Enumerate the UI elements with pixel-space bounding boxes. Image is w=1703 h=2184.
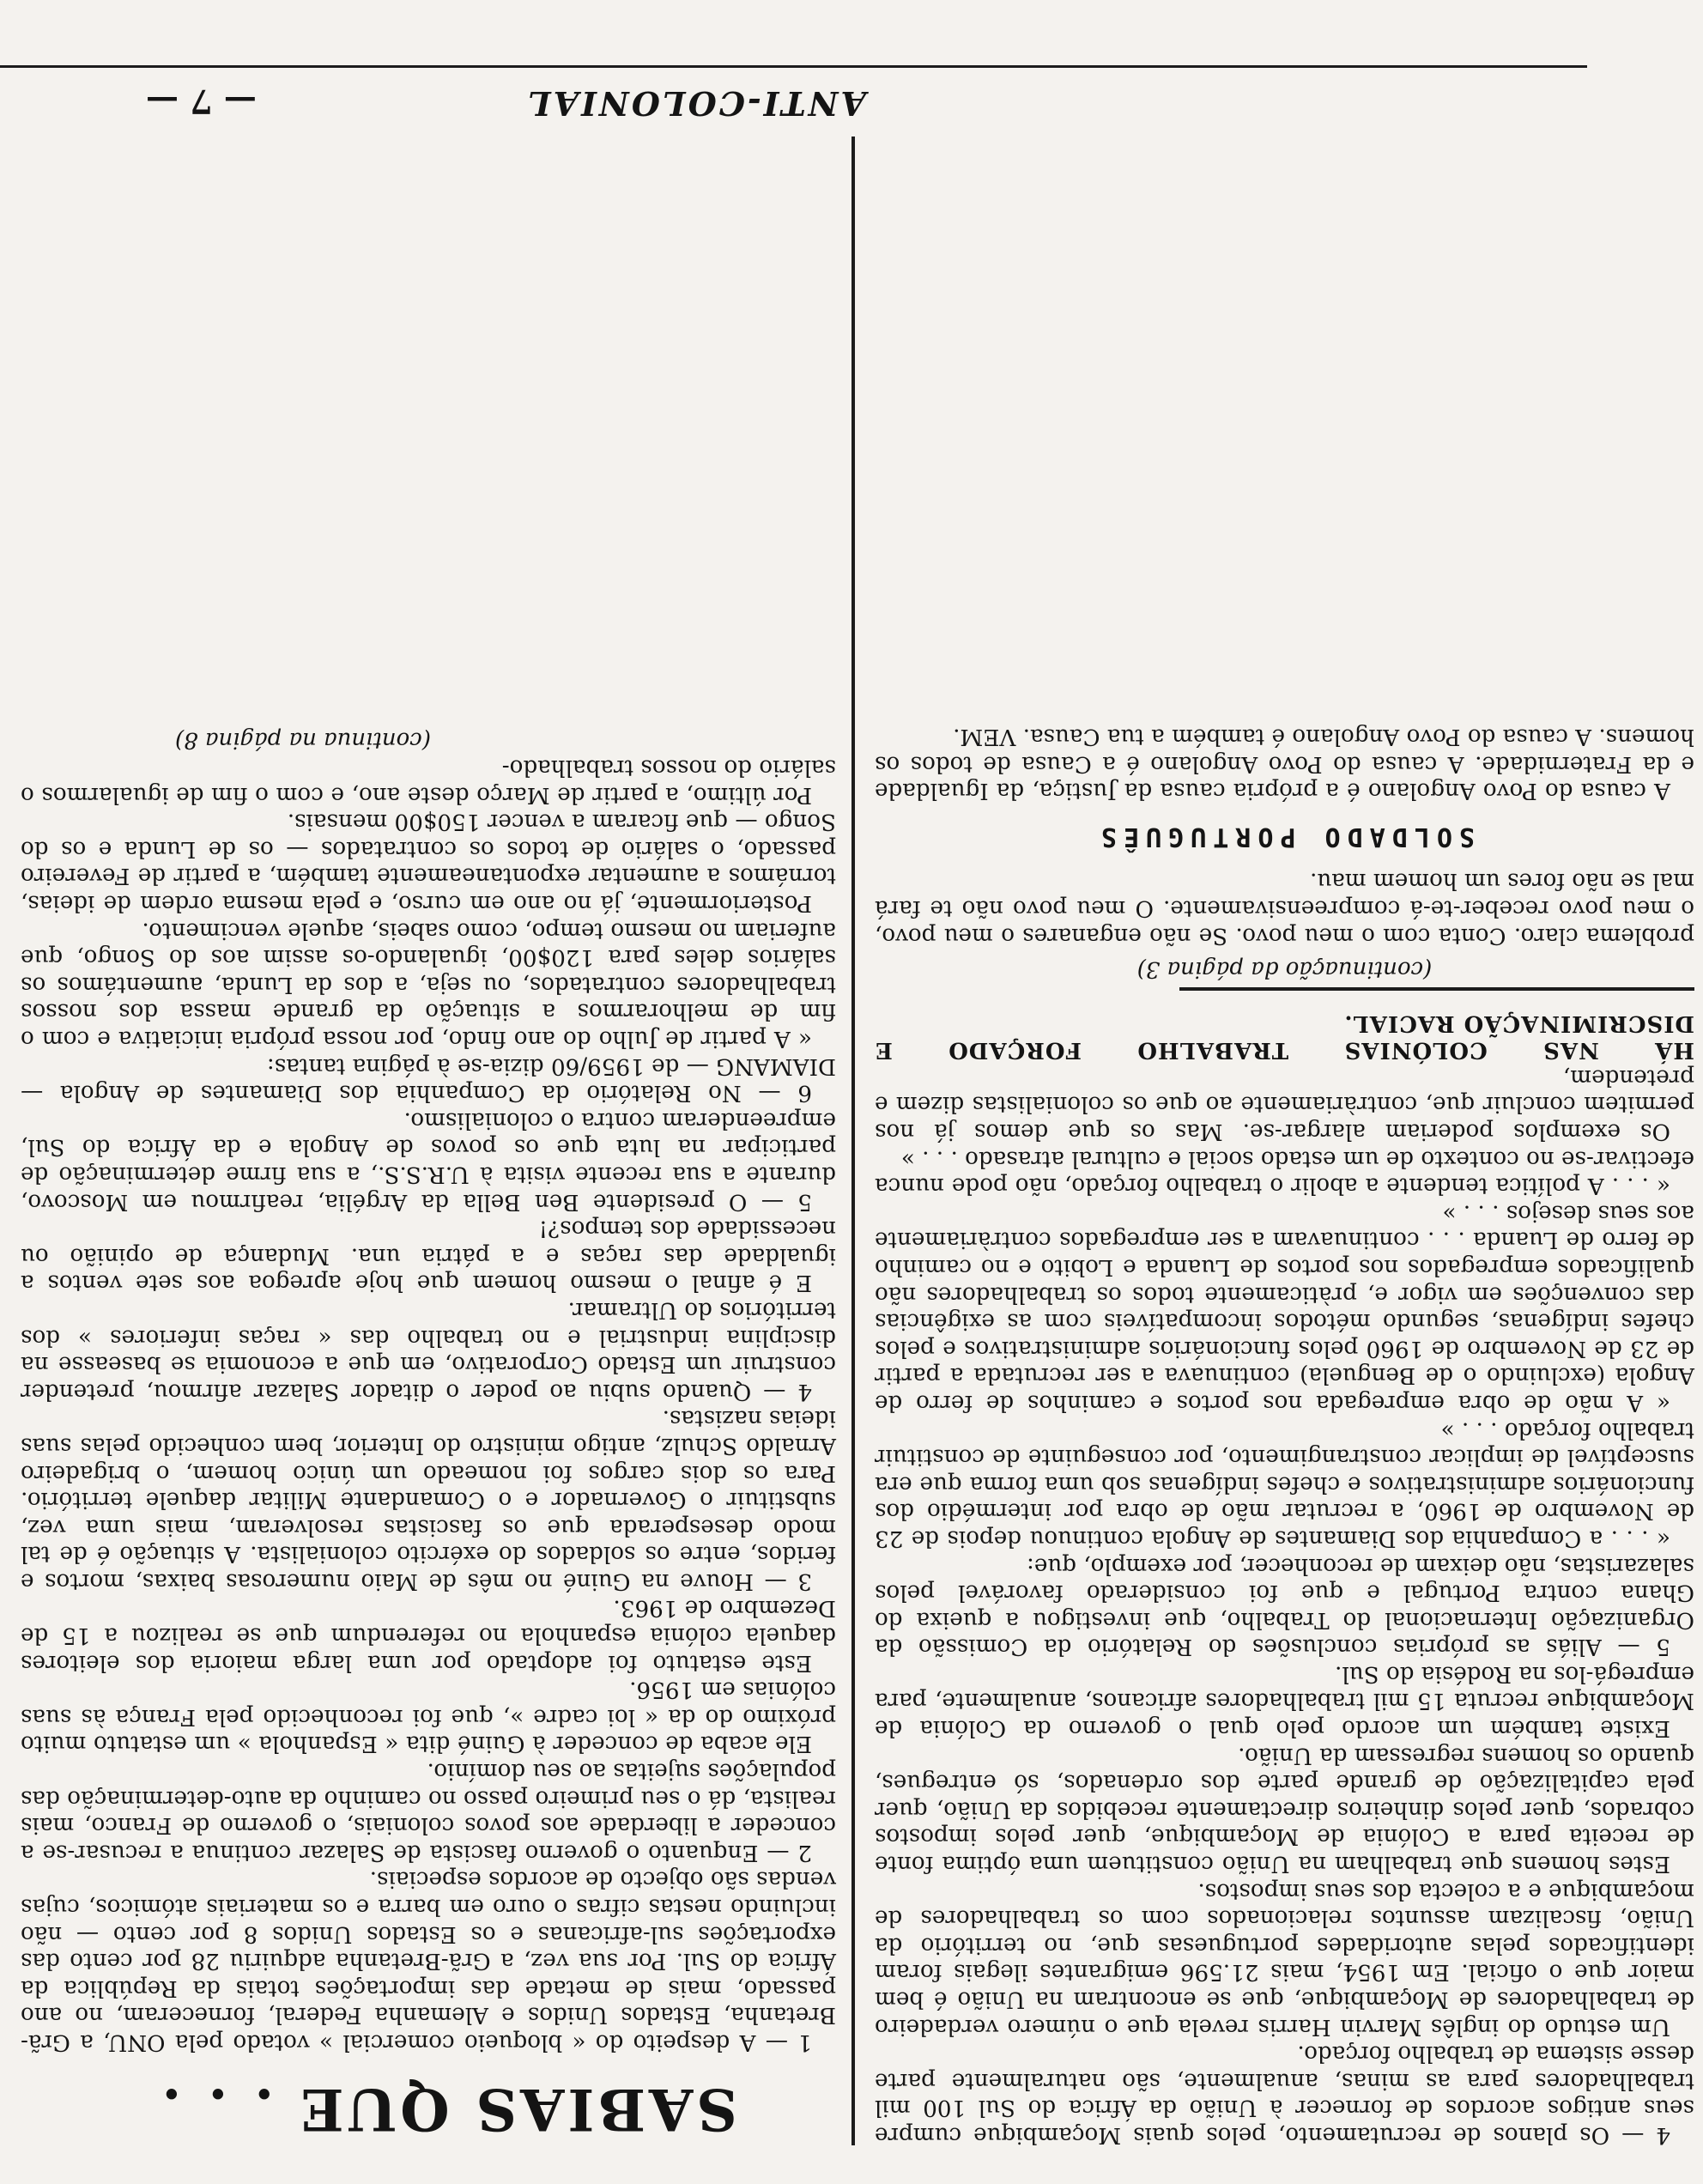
continued-note: (continua na página 8) (175, 727, 431, 754)
sabias-paragraph: 3 — Houve na Guiné no mês de Maio numerosas baixas, mortos e feridos, entre os soldados do exército colonialista. A situação é de tal modo desesperada que os fascistas resolveram, mais uma vez, substituir o Governador e o Comandante Militar daquele território. Para os dois cargos foi nomeado um único homem, o brigadeiro Arnaldo Schulz, antigo ministro do Interior, bem conhecido pelas suas ideias nazistas. (21, 1405, 836, 1594)
article-paragraph: Estes homens que trabalham na União constituem uma óptima fonte de receita para a Colónia de Moçambique, quer pelos impostos cobrados, quer pelos dinheiros directamente recebidos da União, quer pela capitalização de grande parte dos ordenados, só entregues, quando os homens regressam da União. (875, 1742, 1694, 1878)
sabias-paragraph: 6 — No Relatório da Companhia dos Diamantes de Angola — DIAMANG — de 1959/60 dizia-se à página tantas: (21, 1053, 836, 1107)
left-column (875, 723, 1694, 2149)
article-paragraph: 5 — Aliás as próprias conclusões do Relatório da Comissão da Organização Internacional do Trabalho, que investigou a queixa do Ghana contra Portugal e que foi considerado favorável pelos salazaristas, não deixam de reconhecer, por exemplo, que: (875, 1552, 1694, 1660)
sabias-paragraph: Por último, a partir de Março deste ano, e com o fim de igualarmos o salário do nossos trabalhado- (21, 755, 836, 808)
soldado-heading: SOLDADO PORTUGUÊS (1094, 821, 1476, 852)
right-column (21, 726, 836, 2148)
sabias-paragraph: Este estatuto foi adoptado por uma larga maioria dos eleitores daquela colónia espanhola no referendum que se realizou a 15 de Dezembro de 1963. (21, 1595, 836, 1676)
article-paragraph: Um estudo do inglês Marvin Harris revela que o número verdadeiro de trabalhadores de Moçambique, que se encontram na União é bem maior que o oficial. Em 1954, mais 21.596 emigrantes ilegais foram identificados pelas autoridades portuguesas que, no território da União, fiscalizam assuntos relacionados com os trabalhadores de moçambique e a colecta dos seus impostos. (875, 1878, 1694, 2040)
continuation-note: (continuação da página 3) (1136, 956, 1433, 983)
sabias-paragraph: Ele acaba de conceder à Guiné dita « Espanhola » um estatuto muito próximo do da « loi cadre », que foi reconhecido pela França às suas colónias em 1956. (21, 1677, 836, 1757)
sabias-paragraph: 4 — Quando subiu ao poder o ditador Salazar afirmou, pretender construir um Estado Corporativo, em que a economia se baseasse na disciplina industrial e no trabalho das « raças inferiores » dos territórios do Ultramar. (21, 1296, 836, 1404)
sabias-paragraph: Posteriormente, já no ano em curso, e pela mesma ordem de ideias, tornámos a aumentar expontaneamente também, a partir de Fevereiro passado, o salário de todos os contratados — os de Lunda e os do Songo — que ficaram a vencer 150$00 mensais. (21, 809, 836, 917)
publication-name: ANTI-COLONIAL (525, 84, 866, 123)
article-paragraph: Existe também um acordo pelo qual o governo da Colónia de Moçambique recruta 15 mil trabalhadores africanos, anualmente, para empregá-los na Rodésia do Sul. (875, 1660, 1694, 1742)
sabias-paragraph: E é afinal o mesmo homem que hoje apregoa aos sete ventos a igualdade das raças e a pátria una. Mudança de opinião ou necessidade dos tempos?! (21, 1216, 836, 1296)
sabias-paragraph: 1 — A despeito do « bloqueio comercial » votado pela ONU, a Grã-Bretanha, Estados Unidos e Alemanha Federal, forneceram, no ano passado, mais de metade das importações totais da República da África do Sul. Por sua vez, a Grã-Bretanha adquiriu 28 por cento das exportações sul-africanas e os Estados Unidos 8 por cento — não incluindo nestas cifras o ouro em barra e os materiais atómicos, cujas vendas são objecto de acordos especiais. (21, 1866, 836, 2055)
article-paragraph: « A mão de obra empregada nos portos e caminhos de ferro de Angola (excluindo o de Benguela) continuava a ser recrutada a partir de 23 de Novembro de 1960 pelos funcionários administrativos e pelos chefes indígenas, segundo métodos incompatíveis com as exigências das convenções em vigor e, pràticamente todos os trabalhadores não qualificados empregados nos portos de Luanda e Lobito e no caminho de ferro de Luanda . . . continuavam a ser empregados contràriamente aos seus desejos . . . » (875, 1199, 1694, 1416)
article-paragraph: « . . . a Companhia dos Diamantes de Angola continuou depois de 23 de Novembro de 1960, a recrutar mão de obra por intermédio dos funcionários administrativos e chefes indígenas sob uma forma que era susceptível de implicar constrangimento, por conseguinte de constituir trabalho forçado . . . » (875, 1417, 1694, 1551)
page-number: — 7 — (146, 82, 257, 121)
forced-labour-statement: HÁ NAS COLÓNIAS TRABALHO FORÇADO E DISCRIMINAÇÃO RACIAL. (875, 1010, 1694, 1064)
sabias-paragraph: 2 — Enquanto o governo fascista de Salazar continua a recusar-se a conceder a liberdade aos povos coloniais, o governo de Franco, mais realista, dá o seu primeiro passo no caminho da auto-determinação das populações sujeitas ao seu domínio. (21, 1758, 836, 1866)
sabias-paragraph: 5 — O presidente Ben Bella da Argélia, reafirmou em Moscovo, durante a sua recente visita à U.R.S.S., a sua firme determinação de participar na luta que os povos de Angola e da África do Sul, empreenderam contra o colonialismo. (21, 1107, 836, 1215)
column-divider (852, 136, 855, 2145)
continuation-text: problema claro. Conta com o meu povo. Se não enganares o meu povo, o meu povo receber-te-á compreensivamente. O meu povo não te fará mal se não fores um homem mau. (875, 868, 1694, 949)
sabias-heading: SABIAS QUE . . . (158, 2076, 737, 2143)
article-paragraph: « . . . A política tendente a abolir o trabalho forçado, não pode nunca efectivar-se no contexto de um estado social e cultural atrasado . . . » (875, 1145, 1694, 1199)
sabias-paragraph: « A partir de Julho do ano findo, por nossa própria iniciativa e com o fim de melhorarmos a situação da grande massa dos nossos trabalhadores contratados, ou seja, a dos da Lunda, aumentámos os salários deles para 120$00, igualando-os assim aos do Songo, que auferiam no mesmo tempo, como sabeis, aquele vencimento. (21, 917, 836, 1053)
soldado-paragraph: A causa do Povo Angolano é a própria causa da Justiça, da Igualdade e da Fraternidade. A causa do Povo Angolano é a Causa de todos os homens. A causa do Povo Angolano é também a tua Causa. VEM. (875, 724, 1694, 804)
page-header (0, 65, 1587, 128)
article-paragraph: 4 — Os planos de recrutamento, pelos quais Moçambique cumpre seus antigos acordos de fornecer à União da África do Sul 100 mil trabalhadores para as minas, anualmente, são naturalmente parte desse sistema de trabalho forçado. (875, 2041, 1694, 2148)
section-rule (1179, 987, 1694, 991)
article-paragraph: Os exemplos poderiam alargar-se. Mas os que demos já nos permitem concluir que, contràriamente ao que os colonialistas dizem e pretendem, (875, 1064, 1694, 1145)
